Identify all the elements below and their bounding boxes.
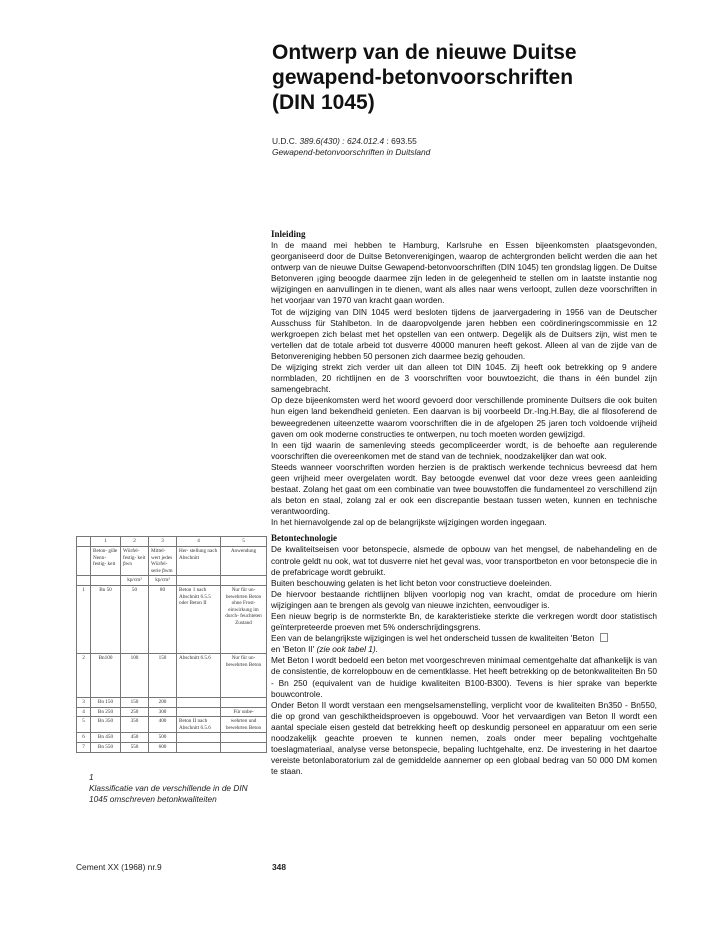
table-cell: 1: [91, 537, 121, 547]
table-cell: [91, 576, 121, 586]
table-row: [77, 653, 267, 697]
table-cell: 50: [121, 585, 149, 653]
udc-prefix: U.D.C.: [272, 136, 298, 146]
table-cell: 150: [121, 697, 149, 707]
section-heading-betontechnologie: Betontechnologie: [271, 533, 337, 544]
article-subtitle: Gewapend-betonvoorschriften in Duitsland: [272, 147, 431, 157]
table-cell: 100: [121, 653, 149, 697]
table-cell: 5: [77, 717, 91, 733]
table-cell: wehrten und bewehrten Beton: [221, 717, 267, 733]
table-row: [77, 742, 267, 752]
paragraph: Met Beton I wordt bedoeld een beton met voorgeschreven minimaal cementgehalte dat afhankelijk is van de consistentie, de korrelopbouw en de cementklasse. Het heeft betrekking op de betonkwaliteiten Bn 50 - Bn 250 (equivalent van de huidige kwaliteiten B100-B300). Tevens is hier sprake van beperkte bouwcontrole.: [271, 655, 657, 699]
paragraph: De hiervoor bestaande richtlijnen blijven voorlopig nog van kracht, omdat de procedure om hierin wijzigingen aan te brengen als gevolg van nieuwe inzichten, eenvoudiger is.: [271, 588, 657, 610]
paragraph: [271, 644, 657, 655]
table-cell: [221, 697, 267, 707]
table-cell: 600: [149, 742, 177, 752]
table-cell: Beton II nach Abschnitt 6.5.6: [177, 717, 221, 733]
table-cell: [77, 547, 91, 576]
paragraph: Buiten beschouwing gelaten is het licht beton voor constructieve doeleinden.: [271, 577, 552, 588]
table-cell: 3: [77, 697, 91, 707]
table-cell: kp/cm²: [149, 576, 177, 586]
paragraph: Onder Beton II wordt verstaan een mengselsamenstelling, verplicht voor de kwaliteiten Bn350 - Bn550, die op grond van geschiktheidsproeven is opgebouwd. Voor het vervaardigen van Beton II wordt een aantal speciale eisen gesteld dat betrekking heeft op deskundig personeel en apparatuur om een serie noodzakelijk geachte proeven te kunnen nemen, zoals onder meer bepaling vochtgehalte toeslagmateriaal, analyse verse betonspecie, bepaling luchtgehalte, enz. De investering in het daartoe vereiste betonlaboratorium zal de gemiddelde aannemer op een globaal bedrag van 50 000 DM komen te staan.: [271, 699, 657, 777]
table-cell: [177, 742, 221, 752]
paragraph: Een nieuw begrip is de normsterkte Bn, de karakteristieke sterkte die verkregen wordt door statistisch geïnterpreteerde proeven met 5% onderschrijdingsgrens.: [271, 611, 657, 633]
table-cell: 300: [149, 707, 177, 717]
table-cell: Bn 350: [91, 717, 121, 733]
table-cell: 200: [149, 697, 177, 707]
table-cell: Nur für un- bewehrten Beton: [221, 653, 267, 697]
table-cell: 250: [121, 707, 149, 717]
paragraph: Op deze bijeenkomsten werd het woord gevoerd door verschillende prominente Duitsers die ook buiten hun eigen land bekendheid genieten. Een daarvan is bij voorbeeld Dr.-Ing.H.Bay, die al filosoferend de beweegredenen uiteenzette waarom voorschriften die in de afgelopen 25 jaren toch voldoende vrijheid gaven om ook moderne constructies te ontwerpen, nu toch moeten worden gewijzigd.: [271, 395, 657, 439]
table-cell: Bn 250: [91, 707, 121, 717]
article-title: [272, 40, 692, 115]
table-cell: kp/cm²: [121, 576, 149, 586]
table-cell: Für unbe-: [221, 707, 267, 717]
table-cell: 80: [149, 585, 177, 653]
classification-table: [76, 536, 266, 753]
paragraph: In een tijd waarin de samenleving steeds gecompliceerder wordt, is de behoefte aan regulerende voorschriften die overeenkomen met de stand van de techniek, noodzakelijker dan wat ook.: [271, 439, 657, 461]
table-cell: 400: [149, 717, 177, 733]
table-cell: [177, 697, 221, 707]
udc-suffix: : 693.55: [386, 136, 417, 146]
table-caption: [89, 772, 259, 806]
table-header-cell: Anwendung: [221, 547, 267, 576]
table-cell: 7: [77, 742, 91, 752]
table-cell: [77, 576, 91, 586]
table-cell: Bn100: [91, 653, 121, 697]
table-caption-number: 1: [89, 772, 94, 782]
table-cell: Bn 50: [91, 585, 121, 653]
table-unit-row: [77, 576, 267, 586]
article-body: [271, 228, 657, 777]
table-cell: 4: [77, 707, 91, 717]
paragraph: In het hiernavolgende zal op de belangrijkste wijzigingen worden ingegaan.: [271, 517, 547, 528]
title-line-1: Ontwerp van de nieuwe Duitse: [272, 41, 577, 64]
title-line-2: gewapend-betonvoorschriften: [272, 66, 574, 89]
paragraph: In de maand mei hebben te Hamburg, Karlsruhe en Essen bijeenkomsten plaatsgevonden, georganiseerd door de Duitse Betonverenigingen, waarop de achtergronden belicht werden die aan het ontwerp van de nieuwe Duitse Gewapend-betonvoorschriften (DIN 1045) ten grondslag liggen. De Duitse Betonveren ¡ging beoogde daarmee zijn leden in de gelegenheid te stellen om in laatste instantie nog wijzigingen en aanvullingen in te dienen, want als alles naar wens verloopt, zullen deze voorschriften in het voorjaar van 1970 van kracht gaan worden.: [271, 240, 657, 306]
table-cell: Bn 450: [91, 733, 121, 743]
udc-line: [272, 136, 692, 147]
table-cell: Bn 550: [91, 742, 121, 752]
table-cell: [221, 742, 267, 752]
table-header-cell: Würfel- festig- keit βwn: [121, 547, 149, 576]
table-cell: 2: [121, 537, 149, 547]
table-cell: [221, 733, 267, 743]
table-row: [77, 717, 267, 733]
table-cell: 1: [77, 585, 91, 653]
footer-journal: Cement XX (1968) nr.9: [76, 862, 162, 872]
table-cell: Bn 150: [91, 697, 121, 707]
paragraph: [271, 633, 657, 644]
table-cell: 150: [149, 653, 177, 697]
paragraph: Steeds wanneer voorschriften worden herzien is de praktisch werkende technicus bevreesd dat hem geen vrijheid meer overgelaten wordt. Bay betoogde evenwel dat voor deze vrees geen aanleiding bestaat. Zolang het gaat om een combinatie van twee bouwstoffen die fundamenteel zo verschillend zijn als beton en staal, zolang zal er ook een discrepantie bestaan tussen weten, kunnen en technische verantwoording.: [271, 461, 657, 517]
table-row: [77, 733, 267, 743]
table-row: [77, 697, 267, 707]
table-column-numbers: [77, 537, 267, 547]
table-header-row: [77, 547, 267, 576]
table-cell: [177, 576, 221, 586]
table-cell: Nur für un- bewehrten Beton ohne Frost- einwirkung im durch- feuchteten Zustand: [221, 585, 267, 653]
table-header-cell: Beton- gü̈te Nenn- festig- keit: [91, 547, 121, 576]
table-cell: 4: [177, 537, 221, 547]
table-header-cell: Her- stellung nach Abschnitt: [177, 547, 221, 576]
table-cell: Beton 1 nach Abschnitt 6.5.5 oder Beton II: [177, 585, 221, 653]
table-header-cell: Mittel- wert jedes Würfel- serie βwm: [149, 547, 177, 576]
table-cell: [177, 733, 221, 743]
table-row: [77, 707, 267, 717]
table-reference: (zie ook tabel 1).: [316, 644, 378, 655]
table-caption-text: Klassificatie van de verschillende in de DIN 1045 omschreven betonkwaliteiten: [89, 783, 248, 805]
table-cell: 2: [77, 653, 91, 697]
table-cell: [77, 537, 91, 547]
paragraph: De kwaliteitseisen voor betonspecie, alsmede de opbouw van het mengsel, de nabehandeling en de controle geldt nu ook, wat tot dusverre niet het geval was, voor transportbeton en voor betonspecie die in de prefabricage wordt gebruikt.: [271, 544, 657, 577]
table-row: [77, 585, 267, 653]
table-cell: 5: [221, 537, 267, 547]
table-cell: 350: [121, 717, 149, 733]
table-cell: 3: [149, 537, 177, 547]
footer-page-number: 348: [272, 862, 286, 872]
table-cell: Abschnitt 6.5.6: [177, 653, 221, 697]
paragraph-text: en 'Beton II': [271, 644, 315, 655]
table-cell: [221, 576, 267, 586]
table-cell: 450: [121, 733, 149, 743]
udc-code: 389.6(430) : 624.012.4: [299, 136, 385, 146]
section-heading-inleiding: Inleiding: [271, 229, 306, 239]
table-cell: 6: [77, 733, 91, 743]
paragraph: De wijziging strekt zich verder uit dan alleen tot DIN 1045. Zij heeft ook betrekking op 9 andere normbladen, 20 richtlijnen en de 3 voorschriften voor bouwtoezicht, die thans in één bundel zijn samengebracht.: [271, 362, 657, 395]
paragraph-text: Een van de belangrijkste wijzigingen is wel het onderscheid tussen de kwaliteiten 'Beton: [271, 633, 595, 644]
table-cell: [177, 707, 221, 717]
missing-glyph-icon: [600, 633, 608, 642]
title-line-3: (DIN 1045): [272, 91, 375, 114]
table-cell: 500: [149, 733, 177, 743]
paragraph: Tot de wijziging van DIN 1045 werd besloten tijdens de jaarvergadering in 1956 van de Deutscher Ausschuss für Stahlbeton. In de daaropvolgende jaren hebben een coördineringscommissie en 12 werkgroepen zich belast met het opstellen van een ontwerp. Degelijk als de Duitsers zijn, wist men te vertellen dat de totale arbeid tot dusverre 40000 manuren heeft gekost. Alleen al van de zijde van de Betonvereniging hebben 50 personen zich daarmee bezig gehouden.: [271, 306, 657, 361]
table-cell: 550: [121, 742, 149, 752]
